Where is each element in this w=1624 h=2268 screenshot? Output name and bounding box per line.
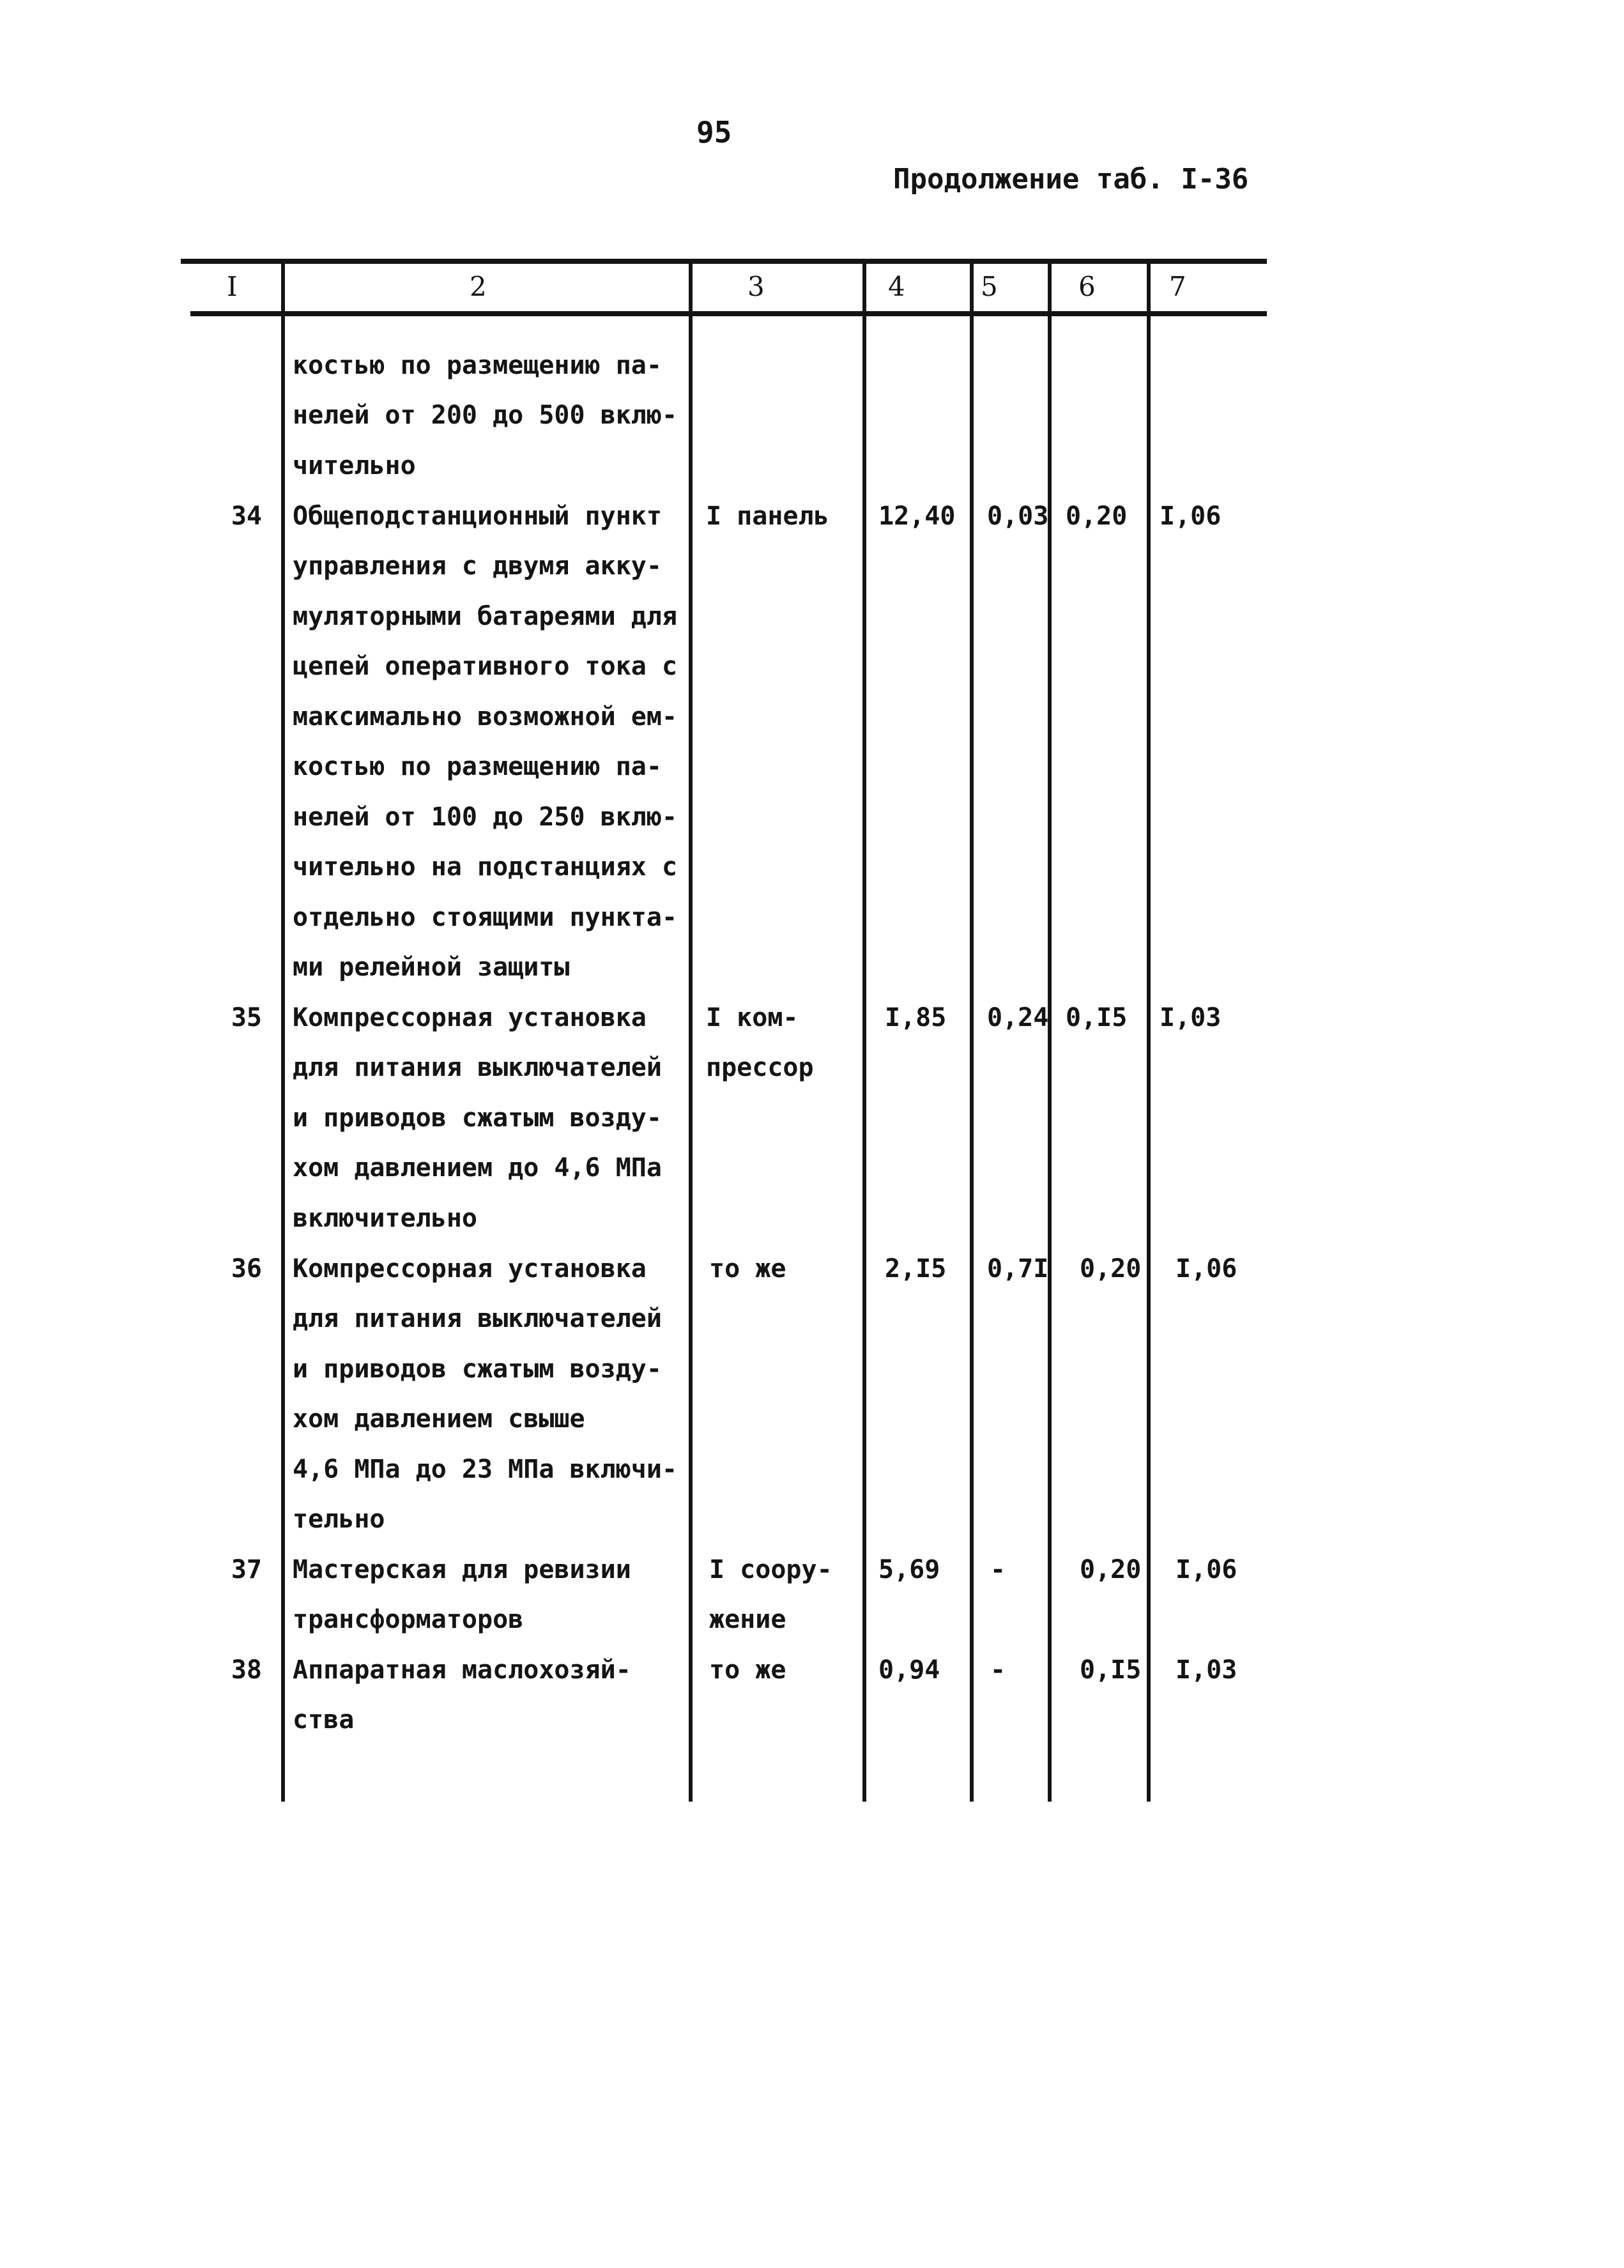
row-number: 38 <box>231 1655 262 1685</box>
fragment-line: костью по размещению па- <box>293 351 662 380</box>
row-unit: то же <box>709 1254 786 1283</box>
row-unit: I соору- <box>709 1555 832 1584</box>
row-description-line: Аппаратная маслохозяй- <box>293 1655 631 1685</box>
row-unit: жение <box>709 1605 786 1634</box>
row-description-line: костью по размещению па- <box>293 752 662 781</box>
row-col7: I,06 <box>1176 1254 1237 1283</box>
table-header-rule <box>190 311 1267 316</box>
row-col7: I,03 <box>1160 1003 1222 1032</box>
row-unit: то же <box>709 1655 786 1685</box>
page-number: 95 <box>696 115 732 149</box>
row-col4: 12,40 <box>878 502 956 531</box>
row-number: 37 <box>231 1555 262 1584</box>
row-description-line: трансформаторов <box>293 1605 524 1634</box>
row-unit: прессор <box>706 1053 814 1082</box>
row-col4: 2,I5 <box>885 1254 947 1283</box>
col-divider-3 <box>862 262 866 1802</box>
row-unit: I панель <box>706 502 829 531</box>
row-description-line: ства <box>293 1705 355 1735</box>
row-description-line: отдельно стоящими пункта- <box>293 903 678 932</box>
header-col-4: 4 <box>888 271 905 302</box>
row-col4: I,85 <box>885 1003 947 1032</box>
row-description-line: муляторными батареями для <box>293 602 678 631</box>
table-top-rule <box>181 259 1267 264</box>
row-description-line: Компрессорная установка <box>293 1003 647 1032</box>
row-col5: 0,24 <box>987 1003 1049 1032</box>
row-description-line: и приводов сжатым возду- <box>293 1354 662 1384</box>
header-col-3: 3 <box>747 271 765 302</box>
row-description-line: ми релейной защиты <box>293 953 570 982</box>
row-col7: I,03 <box>1176 1655 1237 1685</box>
row-number: 36 <box>231 1254 262 1283</box>
continuation-label: Продолжение таб. I-36 <box>893 163 1249 195</box>
col-divider-2 <box>689 262 693 1802</box>
fragment-line: нелей от 200 до 500 вклю- <box>293 401 678 430</box>
row-col6: 0,20 <box>1080 1254 1142 1283</box>
col-divider-6 <box>1147 262 1151 1802</box>
row-description-line: для питания выключателей <box>293 1053 662 1082</box>
header-col-1: I <box>227 271 238 302</box>
row-col5: 0,03 <box>987 502 1049 531</box>
row-col4: 5,69 <box>878 1555 940 1584</box>
row-description-line: для питания выключателей <box>293 1304 662 1333</box>
row-description-line: Мастерская для ревизии <box>293 1555 631 1584</box>
row-number: 35 <box>231 1003 262 1032</box>
row-description-line: включительно <box>293 1204 477 1233</box>
row-description-line: чительно на подстанциях с <box>293 852 678 882</box>
row-description-line: цепей оперативного тока с <box>293 652 678 681</box>
header-col-5: 5 <box>981 271 998 302</box>
col-divider-1 <box>281 262 285 1802</box>
row-number: 34 <box>231 502 262 531</box>
row-col6: 0,I5 <box>1066 1003 1128 1032</box>
row-col5: 0,7I <box>987 1254 1049 1283</box>
row-description-line: тельно <box>293 1505 385 1534</box>
row-col6: 0,20 <box>1066 502 1128 531</box>
row-description-line: Компрессорная установка <box>293 1254 647 1283</box>
fragment-line: чительно <box>293 451 416 480</box>
row-col5: - <box>990 1555 1006 1584</box>
row-description-line: нелей от 100 до 250 вклю- <box>293 802 678 832</box>
row-description-line: хом давлением до 4,6 МПа <box>293 1153 662 1183</box>
row-col4: 0,94 <box>878 1655 940 1685</box>
row-description-line: и приводов сжатым возду- <box>293 1103 662 1133</box>
row-description-line: Общеподстанционный пункт <box>293 502 662 531</box>
row-description-line: управления с двумя акку- <box>293 551 662 581</box>
row-description-line: 4,6 МПа до 23 МПа включи- <box>293 1455 678 1484</box>
row-col6: 0,I5 <box>1080 1655 1142 1685</box>
header-col-6: 6 <box>1078 271 1096 302</box>
row-col6: 0,20 <box>1080 1555 1142 1584</box>
row-unit: I ком- <box>706 1003 799 1032</box>
row-col7: I,06 <box>1160 502 1222 531</box>
header-col-2: 2 <box>470 271 487 302</box>
row-col5: - <box>990 1655 1006 1685</box>
row-col7: I,06 <box>1176 1555 1237 1584</box>
col-divider-4 <box>970 262 974 1802</box>
row-description-line: максимально возможной ем- <box>293 702 678 732</box>
row-description-line: хом давлением свыше <box>293 1404 585 1434</box>
header-col-7: 7 <box>1169 271 1186 302</box>
